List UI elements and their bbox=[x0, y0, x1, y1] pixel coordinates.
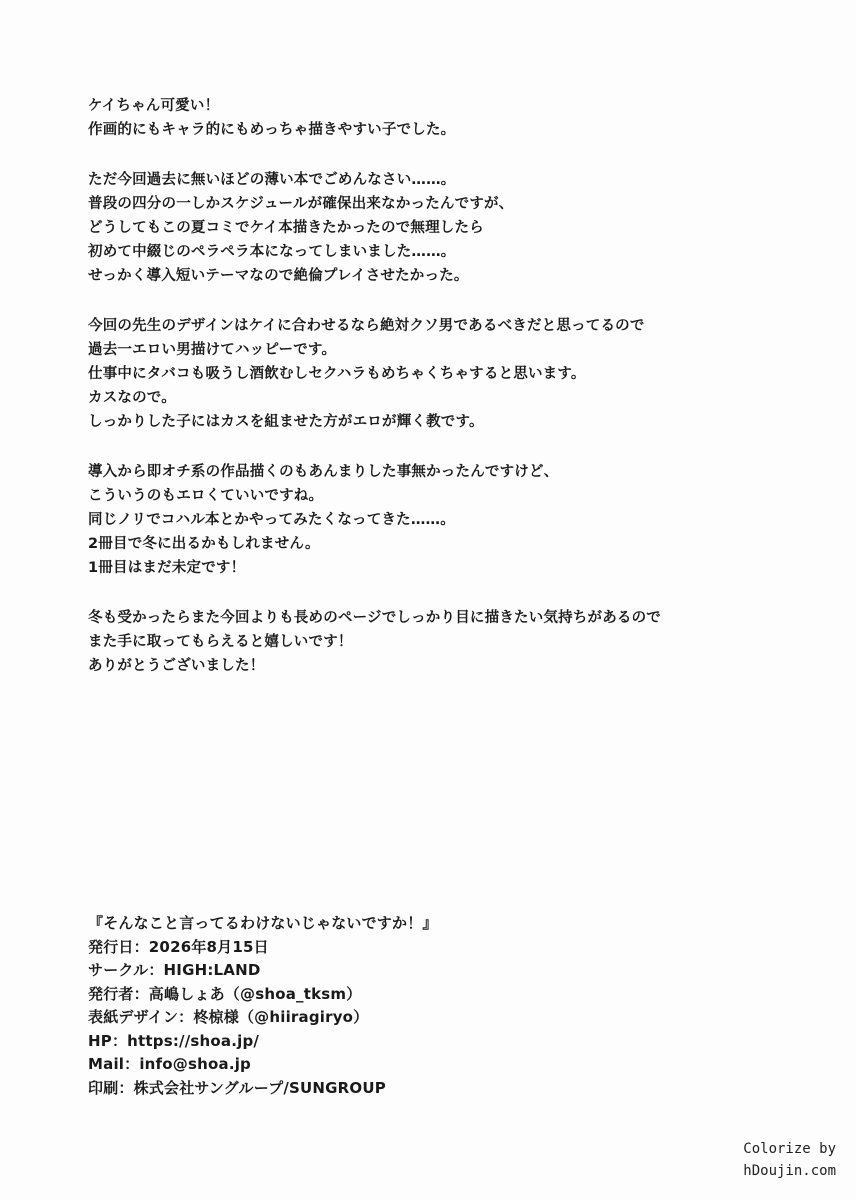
text-line: せっかく導入短いテーマなので絶倫プレイさせたかった。 bbox=[88, 268, 469, 284]
text-line: カスなので。 bbox=[88, 390, 176, 406]
credit-line-2: hDoujin.com bbox=[743, 1163, 836, 1179]
colophon bbox=[88, 912, 688, 1100]
text-line: 1冊目はまだ未定です！ bbox=[88, 560, 246, 576]
colophon-cover-design: 表紙デザイン：柊椋様（@hiiragiryo） bbox=[88, 1008, 369, 1026]
colophon-mail: Mail：info@shoa.jp bbox=[88, 1055, 251, 1073]
text-line: また手に取ってもらえると嬉しいです！ bbox=[88, 634, 353, 650]
text-line: 初めて中綴じのペラペラ本になってしまいました……。 bbox=[88, 244, 456, 260]
colophon-homepage: HP：https://shoa.jp/ bbox=[88, 1031, 260, 1050]
text-line: 冬も受かったらまた今回よりも長めのページでしっかり目に描きたい気持ちがあるので bbox=[88, 610, 662, 626]
text-line: しっかりした子にはカスを組ませた方がエロが輝く教です。 bbox=[88, 414, 484, 430]
text-line: どうしてもこの夏コミでケイ本描きたかったので無理したら bbox=[88, 220, 484, 236]
credit-line-1: Colorize by bbox=[743, 1141, 836, 1157]
colorize-credit bbox=[743, 1138, 836, 1182]
paragraph-1 bbox=[88, 94, 788, 142]
afterword-text bbox=[88, 94, 788, 704]
text-line: ありがとうございました！ bbox=[88, 658, 265, 674]
text-line: 導入から即オチ系の作品描くのもあんまりした事無かったんですけど、 bbox=[88, 464, 559, 480]
colophon-printer: 印刷：株式会社サングループ/SUNGROUP bbox=[88, 1078, 386, 1097]
colophon-title: 『そんなこと言ってるわけないじゃないですか！』 bbox=[88, 914, 438, 932]
text-line: 過去一エロい男描けてハッピーです。 bbox=[88, 342, 337, 358]
text-line: ケイちゃん可愛い！ bbox=[88, 98, 220, 114]
text-line: 今回の先生のデザインはケイに合わせるなら絶対クソ男であるべきだと思ってるので bbox=[88, 318, 645, 334]
text-line: こういうのもエロくていいですね。 bbox=[88, 488, 324, 504]
text-line: 普段の四分の一しかスケジュールが確保出来なかったんですが、 bbox=[88, 196, 514, 212]
colophon-publisher: 発行者：高嶋しょあ（@shoa_tksm） bbox=[88, 984, 362, 1003]
colophon-circle: サークル：HIGH:LAND bbox=[88, 961, 261, 979]
text-line: 2冊目で冬に出るかもしれません。 bbox=[88, 536, 320, 552]
paragraph-3 bbox=[88, 314, 788, 434]
text-line: 同じノリでコハル本とかやってみたくなってきた……。 bbox=[88, 512, 455, 528]
text-line: 仕事中にタバコも吸うし酒飲むしセクハラもめちゃくちゃすると思います。 bbox=[88, 366, 586, 382]
colophon-date: 発行日：2026年8月15日 bbox=[88, 937, 269, 956]
paragraph-5 bbox=[88, 606, 788, 678]
paragraph-2 bbox=[88, 168, 788, 288]
text-line: ただ今回過去に無いほどの薄い本でごめんなさい……。 bbox=[88, 172, 456, 188]
paragraph-4 bbox=[88, 460, 788, 580]
text-line: 作画的にもキャラ的にもめっちゃ描きやすい子でした。 bbox=[88, 122, 456, 138]
